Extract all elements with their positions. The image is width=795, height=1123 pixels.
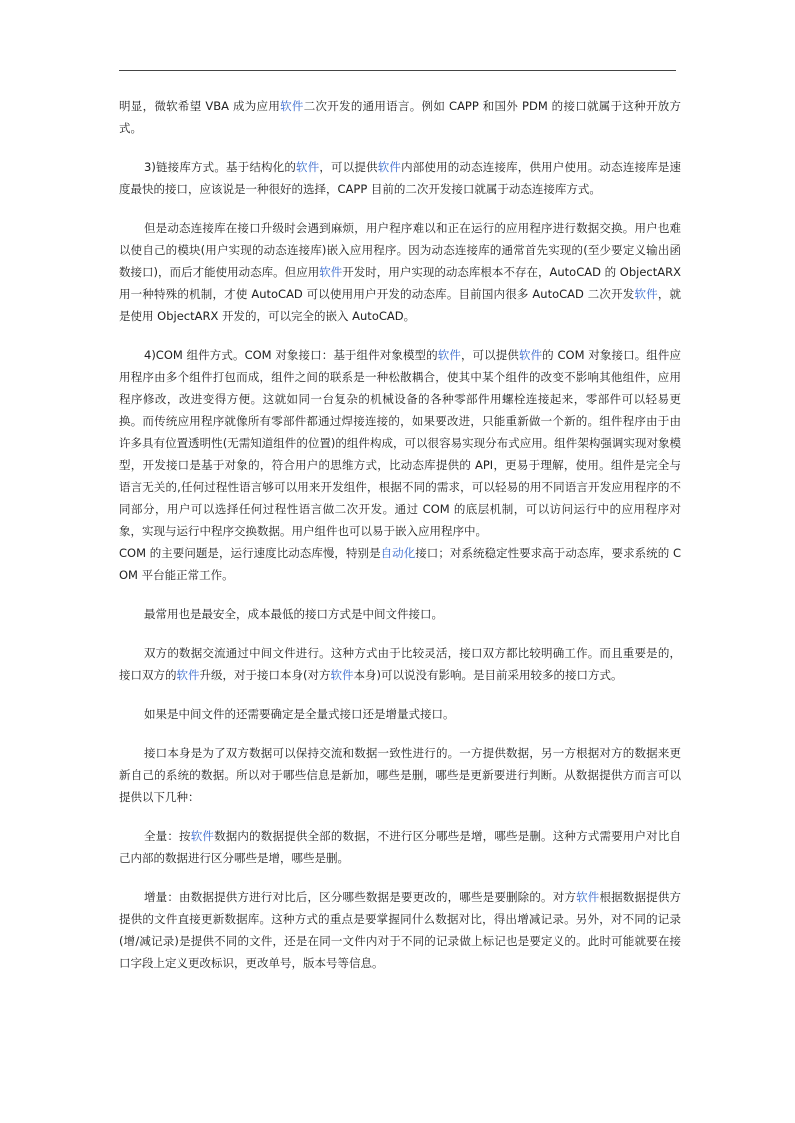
paragraph <box>119 217 681 327</box>
document-body <box>119 95 682 970</box>
paragraph-text: 但是动态连接库在接口升级时会遇到麻烦，用户程序难以和正在运行的应用程序进行数据交换。用户也难以使自己的模块(用户实现的动态连接库)嵌入应用程序。因为动态连接库的通常首先实现的(至少要定义输出函数接口)，而后才能使用动态库。但应用 <box>119 221 681 279</box>
paragraph <box>119 344 681 542</box>
paragraph-text: 明显，微软希望 VBA 成为应用 <box>119 99 281 113</box>
software-link[interactable]: 软件 <box>437 348 461 362</box>
software-link[interactable]: 自动化 <box>380 546 416 560</box>
paragraph <box>119 95 681 139</box>
paragraph-text: ，可以提供 <box>319 160 378 174</box>
paragraph-text: 3)链接库方式。基于结构化的 <box>144 160 297 174</box>
paragraph-text: 数据内的数据提供全部的数据，不进行区分哪些是增，哪些是删。这种方式需要用户对比自己内部的数据进行区分哪些是增，哪些是删。 <box>119 829 682 865</box>
paragraph <box>119 642 681 686</box>
paragraph-text: 全量：按 <box>144 829 191 843</box>
paragraph <box>119 742 681 808</box>
paragraph-text: COM 的主要问题是，运行速度比动态库慢，特别是 <box>119 546 381 560</box>
paragraph <box>119 603 681 625</box>
paragraph <box>119 886 681 974</box>
paragraph-text: 开发时，用户实现的动态库根本不存在，AutoCAD 的 ObjectARX 用一种特殊的机制，才使 AutoCAD 可以使用用户开发的动态库。目前国内很多 AutoCAD 二次开发 <box>119 265 681 301</box>
software-link[interactable]: 软件 <box>330 668 354 682</box>
paragraph-text: 接口本身是为了双方数据可以保持交流和数据一致性进行的。一方提供数据，另一方根据对方的数据来更新自己的系统的数据。所以对于哪些信息是新加，哪些是删，哪些是更新要进行判断。从数据提供方而言可以提供以下几种： <box>119 746 681 804</box>
paragraph-text: 本身)可以说没有影响。是目前采用较多的接口方式。 <box>353 668 623 682</box>
software-link[interactable]: 软件 <box>296 160 320 174</box>
software-link[interactable]: 软件 <box>280 99 304 113</box>
paragraph-text: 增量：由数据提供方进行对比后，区分哪些数据是要更改的，哪些是要删除的。对方 <box>144 890 577 904</box>
software-link[interactable]: 软件 <box>518 348 543 362</box>
software-link[interactable]: 软件 <box>176 668 200 682</box>
paragraph-text: 如果是中间文件的还需要确定是全量式接口还是增量式接口。 <box>144 707 455 721</box>
paragraph-text: 4)COM 组件方式。COM 对象接口：基于组件对象模型的 <box>144 348 438 362</box>
paragraph-text: ，可以提供 <box>460 348 519 362</box>
software-link[interactable]: 软件 <box>576 890 600 904</box>
paragraph <box>119 703 681 725</box>
paragraph <box>119 156 681 200</box>
software-link[interactable]: 软件 <box>634 287 658 301</box>
paragraph-text: 最常用也是最安全，成本最低的接口方式是中间文件接口。 <box>144 607 443 621</box>
paragraph-text: 的 COM 对象接口。组件应用程序由多个组件打包而成，组件之间的联系是一种松散耦合，使其中某个组件的改变不影响其他组件，应用程序修改，改进变得方便。这就如同一台复杂的机械设备的各种零部件用螺栓连接起来，零部件可以轻易更换。而传统应用程序就像所有零部件都通过焊接连接的，如果要改进，只能重新做一个新的。组件程序由于由许多具有位置透明性(无需知道组件的位置)的组件构成，可以很容易实现分布式应用。组件架构强调实现对象模型，开发接口是基于对象的，符合用户的思维方式，比动态库提供的 API，更易于理解，使用。组件是完全与语言无关的,任何过程性语言够可以用来开发组件，根据不同的需求，可以轻易的用不同语言开发应用程序的不同部分，用户可以选择任何过程性语言做二次开发。通过 COM 的底层机制，可以访问运行中的应用程序对象，实现与运行中程序交换数据。用户组件也可以易于嵌入应用程序中。 <box>119 348 681 538</box>
paragraph-text: 内部使用的动态连接库，供用户使用。动态连接库是速度最快的接口，应该说是一种很好的选择，CAPP 目前的二次开发接口就属于动态连接库方式。 <box>119 160 682 196</box>
paragraph-text: 升级，对于接口本身(对方 <box>199 668 331 682</box>
paragraph <box>119 542 681 586</box>
paragraph-text: 根据数据提供方提供的文件直接更新数据库。这种方式的重点是要掌握同什么数据对比，得出增减记录。另外，对不同的记录(增/减记录)是提供不同的文件，还是在同一文件内对于不同的记录做上标记也是要定义的。此时可能就要在接口字段上定义更改标识，更改单号，版本号等信息。 <box>119 890 682 970</box>
paragraph-text: 接口；对系统稳定性要求高于动态库，要求系统的 COM 平台能正常工作。 <box>119 546 681 582</box>
paragraph <box>119 825 681 869</box>
paragraph-text: 双方的数据交流通过中间文件进行。这种方式由于比较灵活，接口双方都比较明确工作。而且重要是的，接口双方的 <box>119 646 681 682</box>
software-link[interactable]: 软件 <box>377 160 402 174</box>
software-link[interactable]: 软件 <box>190 829 215 843</box>
header-rule <box>119 70 676 71</box>
paragraph-text: ，就是使用 ObjectARX 开发的，可以完全的嵌入 AutoCAD。 <box>119 287 682 323</box>
software-link[interactable]: 软件 <box>319 265 343 279</box>
paragraph-text: 二次开发的通用语言。例如 CAPP 和国外 PDM 的接口就属于这种开放方式。 <box>119 99 682 135</box>
